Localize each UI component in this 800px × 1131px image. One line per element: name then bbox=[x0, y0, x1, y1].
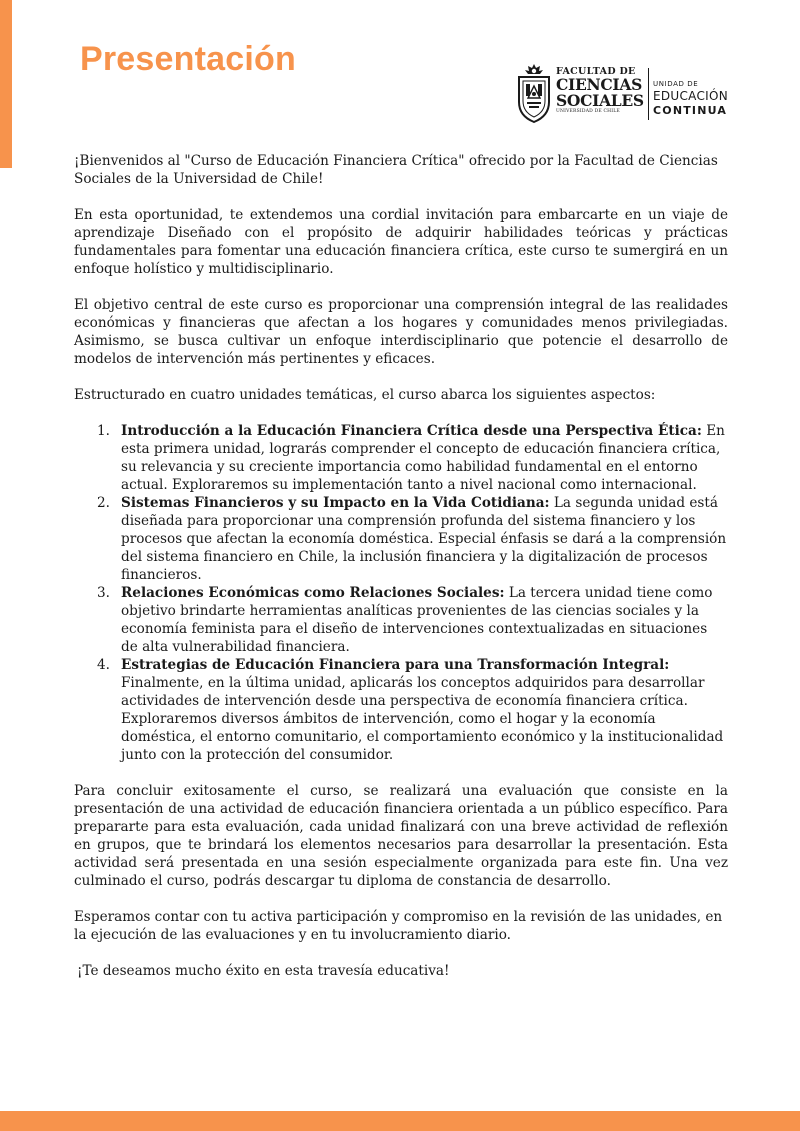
unit-description: La segunda unidad está diseñada para proporcionar una comprensión profunda del sistema financiero y los procesos que afectan la economía doméstica. Especial énfasis se dará a la comprensión del sistema financiero en Chile, la inclusión financiera y la digitalización de procesos financieros. bbox=[121, 495, 727, 583]
unit-description: Finalmente, en la última unidad, aplicarás los conceptos adquiridos para desarrollar actividades de intervención desde una perspectiva de economía financiera crítica. Exploraremos diversos ámbitos de intervención, como el hogar y la economía doméstica, el entorno comunitario, el comportamiento económico y la institucionalidad junto con la protección del consumidor. bbox=[121, 675, 724, 763]
faculty-line-3: SOCIALES bbox=[556, 91, 644, 110]
faculty-name bbox=[556, 66, 648, 115]
faculty-line-1: FACULTAD DE bbox=[556, 66, 636, 77]
faculty-logo bbox=[516, 64, 729, 128]
unit-name bbox=[653, 80, 743, 118]
unit-number: 3. bbox=[97, 585, 110, 601]
unit-number: 4. bbox=[97, 657, 110, 673]
list-item bbox=[97, 422, 728, 494]
bottom-accent-bar bbox=[0, 1111, 800, 1131]
objective-paragraph: El objetivo central de este curso es proporcionar una comprensión integral de las realidades económicas y financieras que afectan a los hogares y comunidades menos privilegiadas. Asimismo, se busca cultivar un enfoque interdisciplinario que potencie el desarrollo de modelos de intervención más pertinentes y eficaces. bbox=[74, 297, 728, 367]
unit-title: Sistemas Financieros y su Impacto en la Vida Cotidiana: bbox=[121, 495, 550, 511]
list-item bbox=[97, 494, 728, 584]
unit-line-1: UNIDAD DE bbox=[653, 80, 699, 88]
page-title: Presentación bbox=[80, 40, 296, 78]
left-accent-bar bbox=[0, 0, 12, 168]
document-body bbox=[74, 152, 728, 998]
evaluation-paragraph: Para concluir exitosamente el curso, se realizará una evaluación que consiste en la presentación de una actividad de educación financiera orientada a un público específico. Para prepararte para esta evaluación, cada unidad finalizará con una breve actividad de reflexión en grupos, que te brindará los elementos necesarios para desarrollar la presentación. Esta actividad será presentada en una sesión especialmente organizada para este fin. Una vez culminado el curso, podrás descargar tu diploma de constancia de desarrollo. bbox=[74, 783, 728, 889]
invitation-paragraph: En esta oportunidad, te extendemos una cordial invitación para embarcarte en un viaje de aprendizaje Diseñado con el propósito de adquirir habilidades teóricas y prácticas fundamentales para fomentar una educación financiera crítica, este curso te sumergirá en un enfoque holístico y multidisciplinario. bbox=[74, 207, 728, 277]
logo-divider bbox=[648, 68, 649, 120]
list-item bbox=[97, 584, 728, 656]
list-item bbox=[97, 656, 728, 764]
unit-number: 2. bbox=[97, 495, 110, 511]
unit-line-2: EDUCACIÓN bbox=[653, 89, 729, 103]
university-name: UNIVERSIDAD DE CHILE bbox=[556, 109, 620, 114]
unit-title: Introducción a la Educación Financiera Crítica desde una Perspectiva Ética: bbox=[121, 423, 702, 439]
unit-title: Estrategias de Educación Financiera para una Transformación Integral: bbox=[121, 657, 670, 673]
closing-paragraph: ¡Te deseamos mucho éxito en esta travesía educativa! bbox=[77, 963, 450, 979]
faculty-line-2: CIENCIAS bbox=[556, 75, 642, 94]
structure-intro-paragraph: Estructurado en cuatro unidades temáticas, el curso abarca los siguientes aspectos: bbox=[74, 387, 656, 403]
participation-paragraph: Esperamos contar con tu activa participación y compromiso en la revisión de las unidades, en la ejecución de las evaluaciones y en tu involucramiento diario. bbox=[74, 909, 723, 943]
university-shield-icon bbox=[516, 64, 552, 124]
unit-description: La tercera unidad tiene como objetivo brindarte herramientas analíticas provenientes de las ciencias sociales y la economía feminista para el diseño de intervenciones contextualizadas en situaciones de alta vulnerabilidad financiera. bbox=[121, 585, 713, 655]
welcome-paragraph: ¡Bienvenidos al "Curso de Educación Financiera Crítica" ofrecido por la Facultad de Ciencias Sociales de la Universidad de Chile! bbox=[74, 153, 718, 187]
unit-title: Relaciones Económicas como Relaciones Sociales: bbox=[121, 585, 505, 601]
unit-line-3: CONTINUA bbox=[653, 104, 728, 117]
unit-number: 1. bbox=[97, 423, 110, 439]
unit-description: En esta primera unidad, lograrás comprender el concepto de educación financiera crítica, su relevancia y su creciente importancia como habilidad fundamental en el entorno actual. Exploraremos su implementación tanto a nivel nacional como internacional. bbox=[121, 423, 725, 493]
units-list bbox=[74, 422, 728, 764]
